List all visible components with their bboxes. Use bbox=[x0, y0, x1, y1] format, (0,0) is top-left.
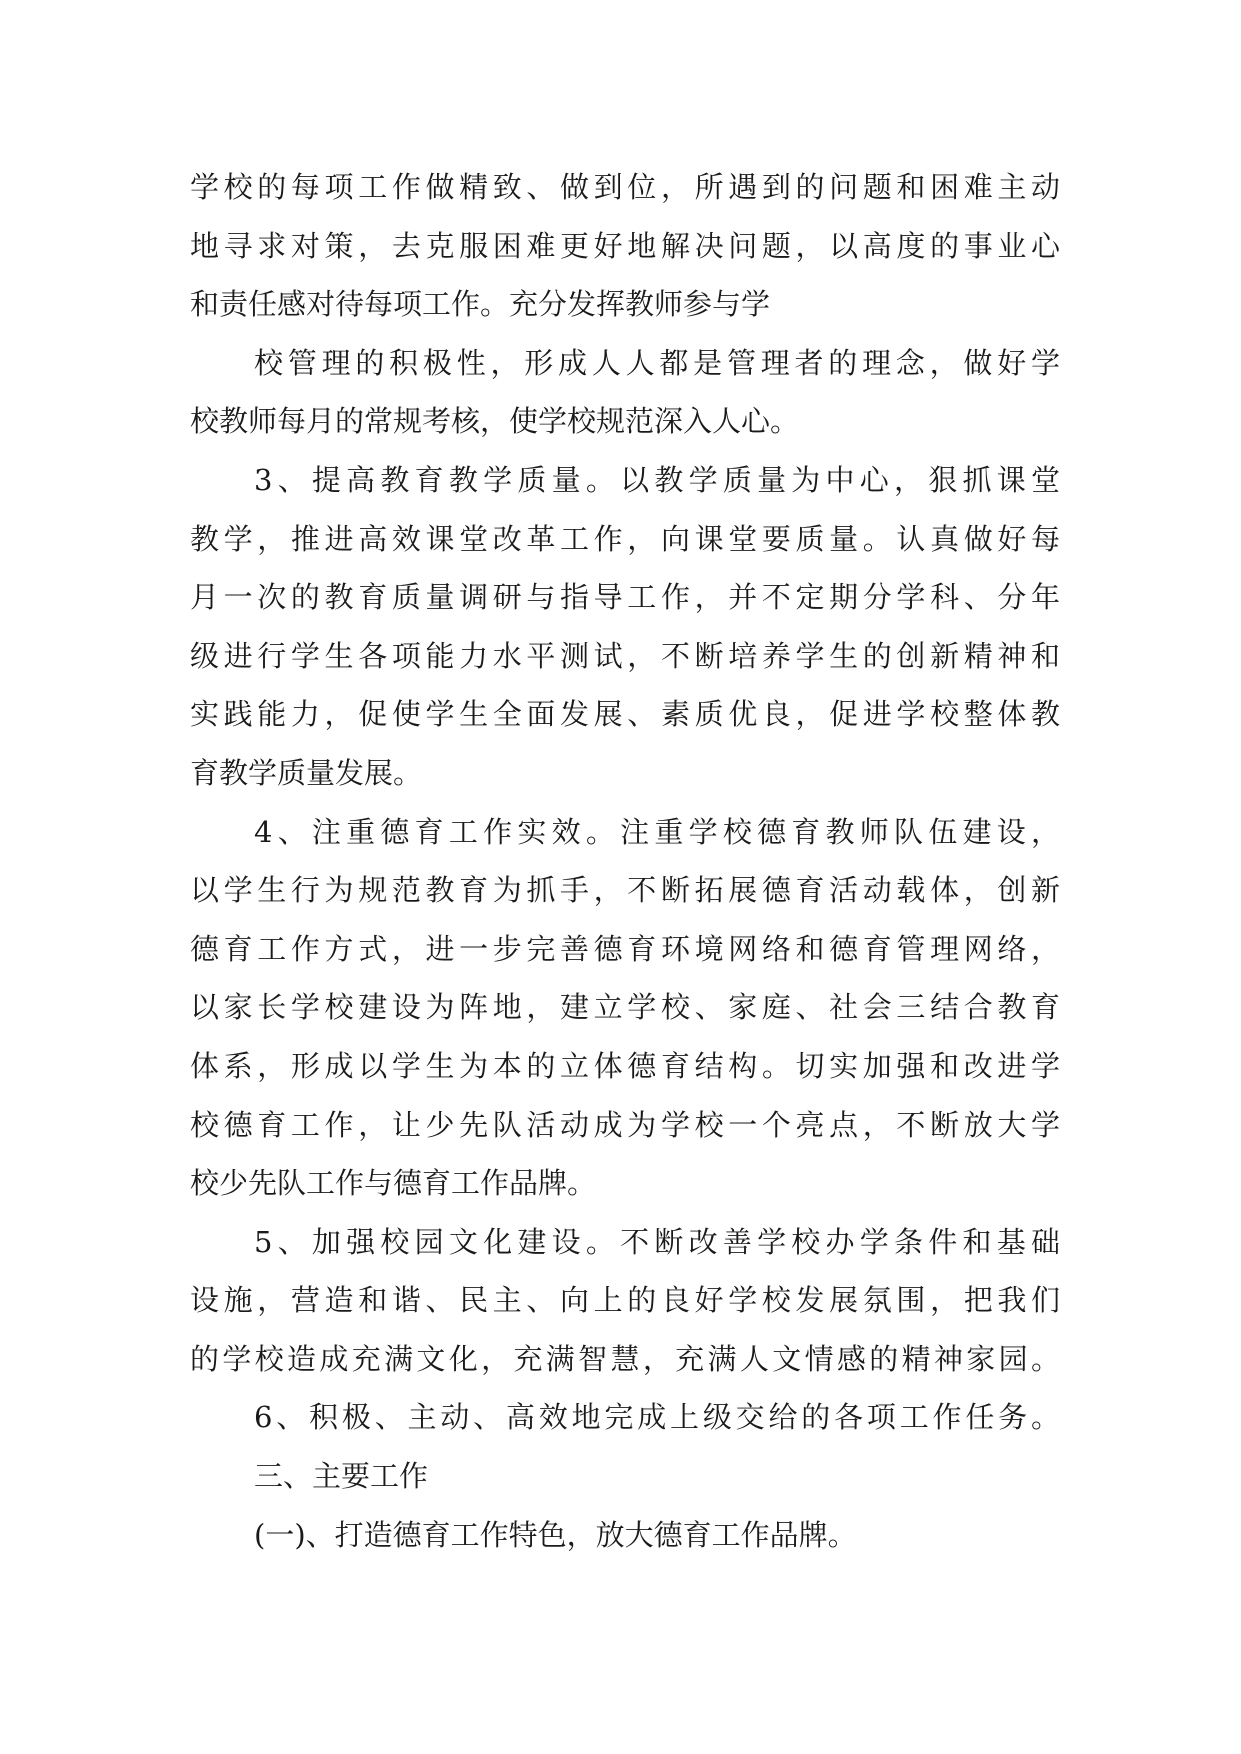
text-line: 以家长学校建设为阵地，建立学校、家庭、社会三结合教育 bbox=[190, 990, 1060, 1025]
text-line: 学校的每项工作做精致、做到位，所遇到的问题和困难主动 bbox=[190, 170, 1060, 204]
paragraph-first-line: 校管理的积极性，形成人人都是管理者的理念，做好学 bbox=[254, 345, 1060, 380]
text-line: 教学，推进高效课堂改革工作，向课堂要质量。认真做好每 bbox=[190, 521, 1060, 556]
text-line: 校德育工作，让少先队活动成为学校一个亮点，不断放大学 bbox=[190, 1107, 1060, 1142]
document-body bbox=[190, 158, 1060, 1564]
text-line: 的学校造成充满文化，充满智慧，充满人文情感的精神家园。 bbox=[190, 1341, 1060, 1376]
text-line: 地寻求对策，去克服困难更好地解决问题，以高度的事业心 bbox=[190, 228, 1060, 263]
text-line: 校少先队工作与德育工作品牌。 bbox=[190, 1166, 597, 1201]
section-heading: 三、主要工作 bbox=[254, 1459, 429, 1494]
paragraph-first-line: 4、注重德育工作实效。注重学校德育教师队伍建设， bbox=[254, 814, 1060, 849]
text-line: 校教师每月的常规考核，使学校规范深入人心。 bbox=[190, 404, 800, 439]
text-line: 以学生行为规范教育为抓手，不断拓展德育活动载体，创新 bbox=[190, 873, 1060, 908]
text-line: 育教学质量发展。 bbox=[190, 755, 423, 790]
text-line: 实践能力，促使学生全面发展、素质优良，促进学校整体教 bbox=[190, 697, 1060, 732]
paragraph-first-line: 6、积极、主动、高效地完成上级交给的各项工作任务。 bbox=[254, 1400, 1060, 1435]
text-line: 月一次的教育质量调研与指导工作，并不定期分学科、分年 bbox=[190, 580, 1060, 615]
text-line: 体系，形成以学生为本的立体德育结构。切实加强和改进学 bbox=[190, 1048, 1060, 1083]
text-line: 设施，营造和谐、民主、向上的良好学校发展氛围，把我们 bbox=[190, 1283, 1060, 1318]
text-line: 级进行学生各项能力水平测试，不断培养学生的创新精神和 bbox=[190, 638, 1060, 673]
paragraph-first-line: 5、加强校园文化建设。不断改善学校办学条件和基础 bbox=[254, 1224, 1060, 1259]
paragraph-first-line: 3、提高教育教学质量。以教学质量为中心，狠抓课堂 bbox=[254, 462, 1060, 497]
subsection-heading: (一)、打造德育工作特色，放大德育工作品牌。 bbox=[254, 1517, 857, 1552]
text-line: 和责任感对待每项工作。充分发挥教师参与学 bbox=[190, 287, 771, 322]
text-line: 德育工作方式，进一步完善德育环境网络和德育管理网络， bbox=[190, 931, 1060, 966]
